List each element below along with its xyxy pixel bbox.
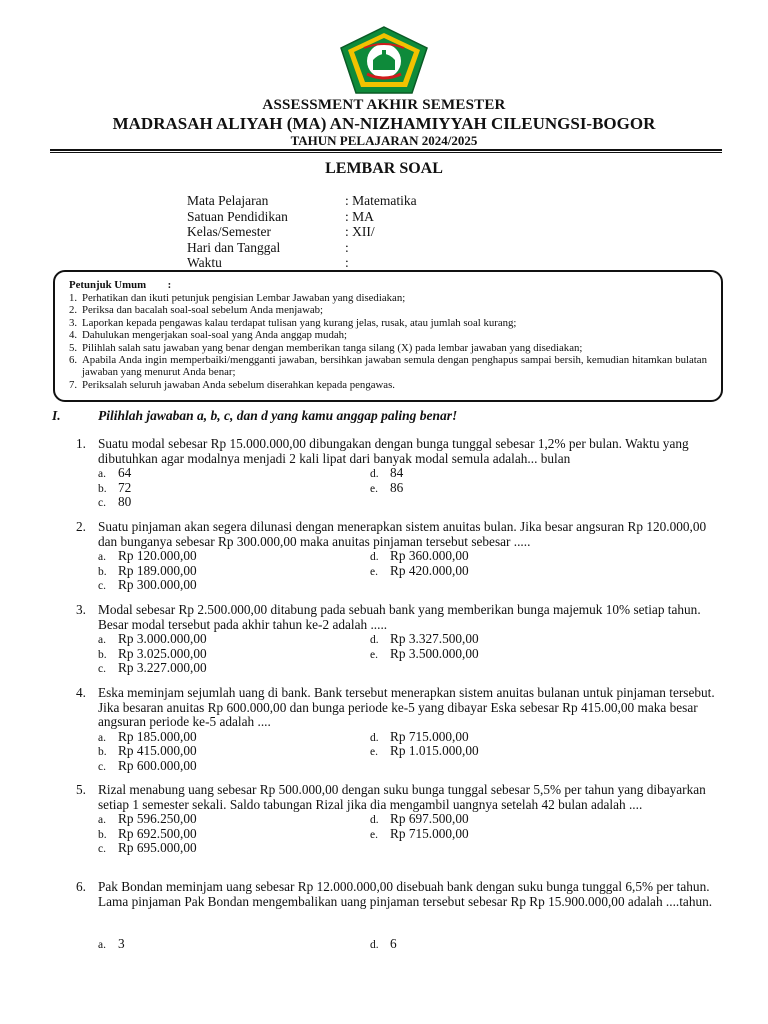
header-line-3: TAHUN PELAJARAN 2024/2025 — [290, 133, 478, 148]
option-a[interactable]: a. Rp 120.000,00 — [98, 548, 197, 564]
option-e[interactable]: e. Rp 715.000,00 — [370, 825, 469, 841]
instructions-list — [69, 292, 707, 391]
question-text: Rizal menabung uang sebesar Rp 500.000,00 dengan suku bunga tunggal sebesar 5,5% per tahun yang dibayarkan setiap 1 semester sekali. Saldo tabungan Rizal jika dia mengambil uangnya setelah 42 bulan adalah .... — [98, 782, 706, 812]
instruction-item: 2. Periksa dan bacalah soal-soal sebelum Anda menjawab; — [69, 304, 707, 316]
question-3 — [76, 603, 716, 675]
instruction-item: 7. Periksalah seluruh jawaban Anda sebelum diserahkan kepada pengawas. — [69, 379, 707, 391]
section-heading — [52, 408, 457, 424]
option-c[interactable]: c. 80 — [98, 493, 132, 509]
option-b[interactable]: b. Rp 415.000,00 — [98, 743, 197, 759]
option-d[interactable]: d. Rp 360.000,00 — [370, 548, 469, 564]
option-e[interactable]: e. 86 — [370, 479, 404, 495]
question-number: 5. — [76, 782, 86, 797]
question-text: Suatu modal sebesar Rp 15.000.000,00 dibungakan dengan bunga tunggal sebesar 1,2% per bulan. Waktu yang dibutuhkan agar modalnya menjadi 2 kali lipat dari banyak modal semula adalah... bulan — [98, 436, 689, 466]
option-d[interactable]: d. Rp 3.327.500,00 — [370, 631, 479, 647]
instruction-text: Apabila Anda ingin memperbaiki/mengganti jawaban, bersihkan jawaban semula dengan penghapus sampai bersih, kemudian hitamkan bulatan jawaban yang menurut Anda benar; — [82, 354, 707, 379]
option-a[interactable]: a. Rp 3.000.000,00 — [98, 631, 207, 647]
question-text: Suatu pinjaman akan segera dilunasi dengan menerapkan sistem anuitas bulan. Jika besar angsuran Rp 120.000,00 dan bunganya sebesar Rp 300.000,00 maka anuitas pinjaman tersebut sebesar ..... — [98, 519, 707, 549]
instruction-item: 4. Dahulukan mengerjakan soal-soal yang Anda anggap mudah; — [69, 329, 707, 341]
instruction-text: Laporkan kepada pengawas kalau terdapat tulisan yang kurang jelas, rusak, atau jumlah soal kurang; — [82, 316, 517, 329]
question-number: 2. — [76, 519, 86, 534]
header-rule-thick — [50, 149, 722, 151]
identity-row — [187, 193, 417, 209]
question-4 — [76, 686, 716, 773]
question-2 — [76, 520, 716, 592]
option-b[interactable]: b. Rp 189.000,00 — [98, 562, 197, 578]
identity-row — [187, 209, 417, 225]
section-numeral: I. — [52, 408, 61, 423]
option-a[interactable]: a. 3 — [98, 936, 125, 952]
question-number: 6. — [76, 879, 86, 894]
identity-value: : — [345, 255, 349, 270]
question-1 — [76, 437, 716, 509]
instruction-text: Periksa dan bacalah soal-soal sebelum Anda menjawab; — [82, 304, 324, 317]
option-d[interactable]: d. 6 — [370, 936, 397, 952]
question-text: Modal sebesar Rp 2.500.000,00 ditabung pada sebuah bank yang memberikan bunga majemuk 10% setiap tahun. Besar modal tersebut pada akhir tahun ke-2 adalah ..... — [98, 602, 701, 632]
identity-label: Waktu — [187, 255, 222, 270]
option-b[interactable]: b. Rp 692.500,00 — [98, 825, 197, 841]
option-d[interactable]: d. Rp 697.500,00 — [370, 811, 469, 827]
option-d[interactable]: d. Rp 715.000,00 — [370, 728, 469, 744]
option-c[interactable]: c. Rp 600.000,00 — [98, 757, 197, 773]
general-instructions-box — [53, 270, 723, 402]
question-number: 4. — [76, 685, 86, 700]
identity-label: Satuan Pendidikan — [187, 208, 288, 224]
header-line-1: ASSESSMENT AKHIR SEMESTER — [262, 97, 506, 113]
identity-value: : XII/ — [345, 224, 375, 239]
instruction-text: Dahulukan mengerjakan soal-soal yang Anda anggap mudah; — [82, 329, 348, 342]
identity-label: Mata Pelajaran — [187, 193, 269, 208]
identity-block — [187, 193, 417, 271]
madrasah-logo — [340, 26, 428, 94]
question-number: 3. — [76, 602, 86, 617]
option-e[interactable]: e. Rp 420.000,00 — [370, 562, 469, 578]
identity-value: : Matematika — [345, 193, 417, 208]
question-5 — [76, 783, 716, 855]
identity-label: Hari dan Tanggal — [187, 239, 281, 255]
instructions-heading: Petunjuk Umum : — [69, 279, 172, 291]
identity-label: Kelas/Semester — [187, 224, 271, 239]
identity-row — [187, 224, 417, 240]
instruction-text: Pilihlah salah satu jawaban yang benar dengan memberikan tanga silang (X) pada lembar jawaban yang disediakan; — [82, 341, 583, 354]
identity-row — [187, 255, 417, 271]
question-text: Eska meminjam sejumlah uang di bank. Bank tersebut menerapkan sistem anuitas bulanan untuk pinjaman tersebut. Jika besaran anuitas Rp 600.000,00 dan bunga periode ke-5 yang dibayar Eska sebesar Rp 415.00,00 maka besar angsuran periode ke-5 adalah .... — [98, 685, 715, 730]
option-d[interactable]: d. 84 — [370, 465, 404, 481]
question-text: Pak Bondan meminjam uang sebesar Rp 12.000.000,00 disebuah bank dengan suku bunga tunggal 6,5% per tahun. Lama pinjaman Pak Bondan mengembalikan uang pinjaman tersebut sebesar Rp Rp 15.900.000,00 adalah ....tahun. — [98, 879, 713, 909]
option-a[interactable]: a. Rp 596.250,00 — [98, 811, 197, 827]
header-line-2: MADRASAH ALIYAH (MA) AN-NIZHAMIYYAH CILEUNGSI-BOGOR — [112, 114, 656, 133]
instruction-item: 5. Pilihlah salah satu jawaban yang benar dengan memberikan tanga silang (X) pada lembar jawaban yang disediakan; — [69, 342, 707, 354]
header-rule-thin — [50, 152, 722, 153]
option-c[interactable]: c. Rp 695.000,00 — [98, 839, 197, 855]
identity-value: : — [345, 239, 349, 255]
option-c[interactable]: c. Rp 3.227.000,00 — [98, 659, 207, 675]
identity-row — [187, 240, 417, 256]
instruction-item: 1. Perhatikan dan ikuti petunjuk pengisian Lembar Jawaban yang disediakan; — [69, 292, 707, 304]
question-number: 1. — [76, 436, 86, 451]
identity-value: : MA — [345, 208, 374, 224]
option-e[interactable]: e. Rp 3.500.000,00 — [370, 645, 479, 661]
option-c[interactable]: c. Rp 300.000,00 — [98, 576, 197, 592]
instruction-text: Perhatikan dan ikuti petunjuk pengisian Lembar Jawaban yang disediakan; — [82, 292, 406, 304]
page-title: LEMBAR SOAL — [325, 160, 443, 177]
option-b[interactable]: b. 72 — [98, 479, 132, 495]
instruction-text: Periksalah seluruh jawaban Anda sebelum diserahkan kepada pengawas. — [82, 378, 396, 391]
option-a[interactable]: a. Rp 185.000,00 — [98, 728, 197, 744]
section-instruction: Pilihlah jawaban a, b, c, dan d yang kamu anggap paling benar! — [98, 408, 458, 423]
instruction-item: 6. Apabila Anda ingin memperbaiki/mengganti jawaban, bersihkan jawaban semula dengan penghapus sampai bersih, kemudian hitamkan bulatan jawaban yang menurut Anda benar; — [69, 354, 707, 379]
option-b[interactable]: b. Rp 3.025.000,00 — [98, 645, 207, 661]
question-6 — [76, 880, 716, 952]
option-a[interactable]: a. 64 — [98, 465, 132, 481]
option-e[interactable]: e. Rp 1.015.000,00 — [370, 743, 479, 759]
instruction-item: 3. Laporkan kepada pengawas kalau terdapat tulisan yang kurang jelas, rusak, atau jumlah soal kurang; — [69, 317, 707, 329]
